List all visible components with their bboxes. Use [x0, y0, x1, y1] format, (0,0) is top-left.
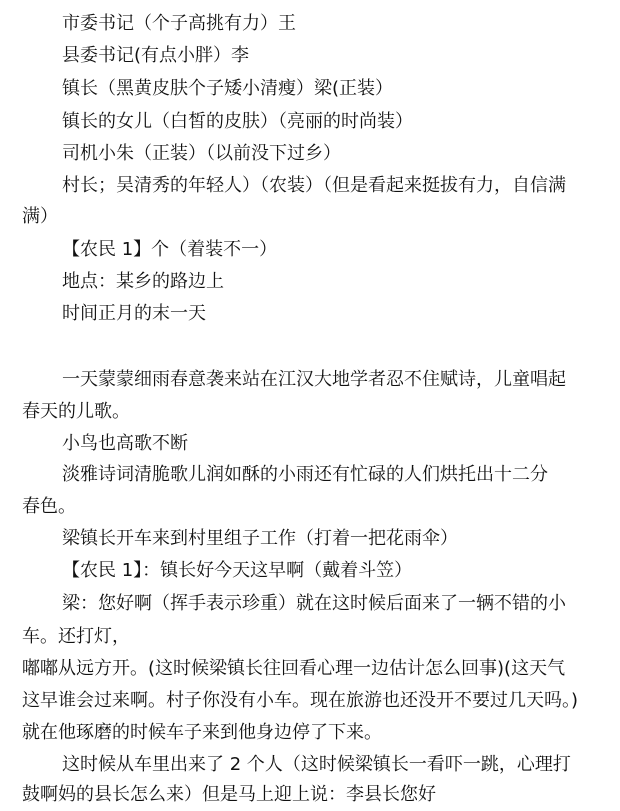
- text-line: 鼓啊妈的县长怎么来）但是马上迎上说：李县长您好: [22, 784, 436, 805]
- text-line: 春天的儿歌。: [22, 401, 130, 422]
- text-line: 村长；吴清秀的年轻人）（农装）（但是看起来挺拔有力，自信满: [62, 175, 566, 196]
- text-line: 镇长的女儿（白皙的皮肤）（亮丽的时尚装）: [62, 111, 413, 132]
- text-line: 车。还打灯，: [22, 626, 130, 647]
- text-line: 梁：您好啊（挥手表示珍重）就在这时候后面来了一辆不错的小: [62, 593, 566, 614]
- text-line: 小鸟也高歌不断: [62, 433, 188, 454]
- text-line: 嘟嘟从远方开。(这时候梁镇长往回看心理一边估计怎么回事)(这天气: [22, 658, 566, 679]
- text-line: 镇长（黑黄皮肤个子矮小清瘦）梁(正装）: [62, 78, 394, 99]
- text-line: 【农民 1】：镇长好今天这早啊（戴着斗笠）: [62, 560, 413, 581]
- text-line: 梁镇长开车来到村里组子工作（打着一把花雨伞）: [62, 528, 458, 549]
- text-line: 满）: [22, 206, 58, 227]
- text-line: 淡雅诗词清脆歌儿润如酥的小雨还有忙碌的人们烘托出十二分: [62, 464, 548, 485]
- text-line: 春色。: [22, 496, 76, 517]
- text-line: 市委书记（个子高挑有力）王: [62, 13, 296, 34]
- text-line: 县委书记(有点小胖）李: [62, 45, 250, 66]
- text-line: 地点：某乡的路边上: [62, 271, 224, 292]
- text-line: 时间正月的末一天: [62, 303, 206, 324]
- text-line: 【农民 1】个（着装不一）: [62, 239, 278, 260]
- text-line: 一天蒙蒙细雨春意袭来站在江汉大地学者忍不住赋诗，儿童唱起: [62, 369, 566, 390]
- text-line: 这时候从车里出来了 2 个人（这时候梁镇长一看吓一跳，心理打: [62, 754, 571, 775]
- text-line: 就在他琢磨的时候车子来到他身边停了下来。: [22, 722, 382, 743]
- text-line: 这早谁会过来啊。村子你没有小车。现在旅游也还没开不要过几天吗。): [22, 690, 579, 711]
- text-line: 司机小朱（正装）（以前没下过乡）: [62, 143, 341, 164]
